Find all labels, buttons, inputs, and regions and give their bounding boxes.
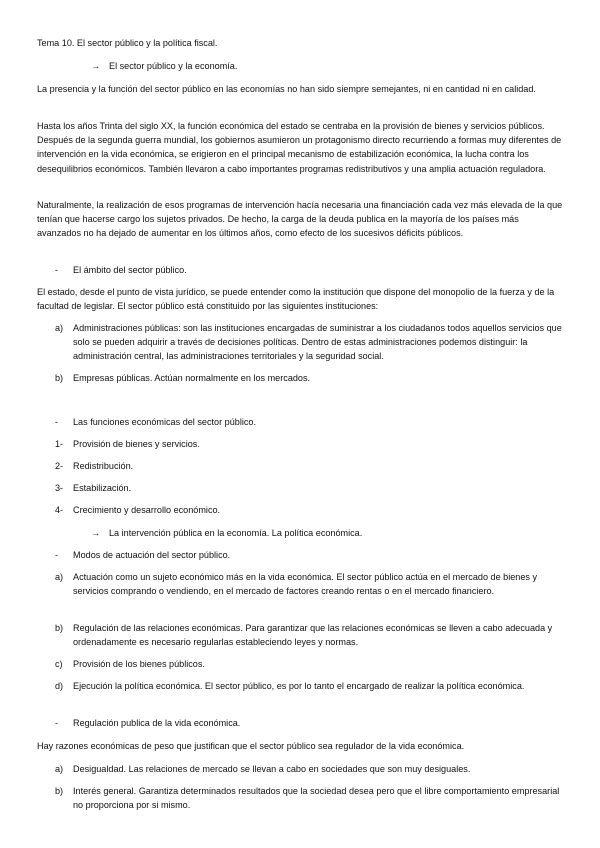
numbered-item-text: Estabilización. [73, 483, 132, 493]
paragraph-razones: Hay razones económicas de peso que justifican que el sector público sea regulador de la vida económica. [37, 741, 465, 751]
list-item-interes-general [37, 784, 565, 812]
dash-marker: - [55, 417, 59, 427]
list-marker: a) [55, 572, 64, 582]
numbered-item-estabilizacion [37, 481, 565, 495]
list-item-desigualdad [37, 762, 565, 776]
list-marker: b) [55, 623, 64, 633]
numbered-item-crecimiento [37, 503, 565, 517]
list-marker: d) [55, 681, 64, 691]
numbered-item-text: Crecimiento y desarrollo económico. [73, 505, 221, 515]
arrow-right-icon: → [91, 61, 101, 71]
paragraph-presencia: La presencia y la función del sector público en las economías no han sido siempre semejantes, ni en cantidad ni en calidad. [37, 84, 536, 94]
list-item-text: Provisión de los bienes públicos. [73, 659, 205, 669]
numbered-item-text: Redistribución. [73, 461, 134, 471]
list-item-actuacion [37, 570, 565, 598]
list-item-text: Desigualdad. Las relaciones de mercado se llevan a cabo en sociedades que son muy desiguales. [73, 764, 471, 774]
number-marker: 3- [55, 483, 64, 493]
list-item-text: Ejecución la política económica. El sector público, es por lo tanto el encargado de realizar la política económica. [73, 681, 525, 691]
list-marker: c) [55, 659, 63, 669]
section-heading-text: El sector público y la economía. [109, 61, 238, 71]
list-item-administraciones [37, 321, 565, 364]
number-marker: 2- [55, 461, 64, 471]
numbered-item-redistribucion [37, 459, 565, 473]
list-item-provision-bienes [37, 657, 565, 671]
dash-item-text: Modos de actuación del sector público. [73, 550, 231, 560]
number-marker: 4- [55, 505, 64, 515]
dash-marker: - [55, 718, 59, 728]
numbered-item-provision [37, 437, 565, 451]
list-item-text: Empresas públicas. Actúan normalmente en los mercados. [73, 373, 311, 383]
paragraph-historia: Hasta los años Trinta del siglo XX, la función económica del estado se centraba en la provisión de bienes y servicios públicos. Después de la segunda guerra mundial, los gobiernos asumieron un protagonismo directo recurriendo a formas muy diferentes de intervención en la vida económica, se erigieron en el principal mecanismo de estabilización económica, la lucha contra los desequilibrios económicos. También llevaron a cabo importantes programas redistributivos y una amplia actuación reguladora. [37, 121, 562, 174]
list-marker: b) [55, 373, 64, 383]
arrow-right-icon: → [91, 528, 101, 538]
dash-item-modos [37, 548, 565, 562]
list-marker: a) [55, 764, 64, 774]
dash-item-ambito [37, 263, 565, 277]
list-item-text: Interés general. Garantiza determinados resultados que la sociedad desea pero que el libre comportamiento empresarial no proporciona por si mismo. [73, 786, 560, 811]
dash-item-text: Las funciones económicas del sector público. [73, 417, 256, 427]
section-heading-intervencion [91, 526, 362, 540]
numbered-item-text: Provisión de bienes y servicios. [73, 439, 200, 449]
list-item-text: Administraciones públicas: son las instituciones encargadas de suministrar a los ciudadanos todos aquellos servicios que solo se pueden adquirir a través de decisiones políticas. Dentro de estas administraciones podemos distinguir: la administración central, las administraciones territoriales y la seguridad social. [73, 323, 562, 362]
list-item-empresas [37, 371, 565, 385]
dash-item-text: Regulación publica de la vida económica. [73, 718, 241, 728]
section-heading-text: La intervención pública en la economía. La política económica. [109, 528, 363, 538]
number-marker: 1- [55, 439, 64, 449]
list-item-text: Actuación como un sujeto económico más en la vida económica. El sector público actúa en el mercado de bienes y servicios comprando o vendiendo, en el mercado de factores creando rentas o en el mercado financiero. [73, 572, 538, 597]
section-heading-sector-economia [91, 59, 237, 73]
dash-marker: - [55, 265, 59, 275]
dash-item-funciones [37, 415, 565, 429]
list-item-text: Regulación de las relaciones económicas. Para garantizar que las relaciones económicas se lleven a cabo adecuada y ordenadamente es necesario regularlas estableciendo leyes y normas. [73, 623, 553, 648]
dash-item-regulacion [37, 716, 565, 730]
list-marker: b) [55, 786, 64, 796]
paragraph-estado: El estado, desde el punto de vista jurídico, se puede entender como la institución que dispone del monopolio de la fuerza y de la facultad de legislar. El sector público está constituido por las siguientes instituciones: [37, 287, 555, 312]
dash-marker: - [55, 550, 59, 560]
list-marker: a) [55, 323, 64, 333]
list-item-regulacion [37, 621, 565, 649]
paragraph-financiacion: Naturalmente, la realización de esos programas de intervención hacía necesaria una financiación cada vez más elevada de la que tenían que hacerse cargo los sujetos privados. De hecho, la carga de la deuda publica en la mayoría de los países más avanzados no ha dejado de aumentar en los últimos años, como efecto de los sucesivos déficits públicos. [37, 200, 563, 239]
list-item-ejecucion [37, 679, 565, 693]
document-title: Tema 10. El sector público y la política fiscal. [37, 38, 218, 48]
dash-item-text: El ámbito del sector público. [73, 265, 187, 275]
